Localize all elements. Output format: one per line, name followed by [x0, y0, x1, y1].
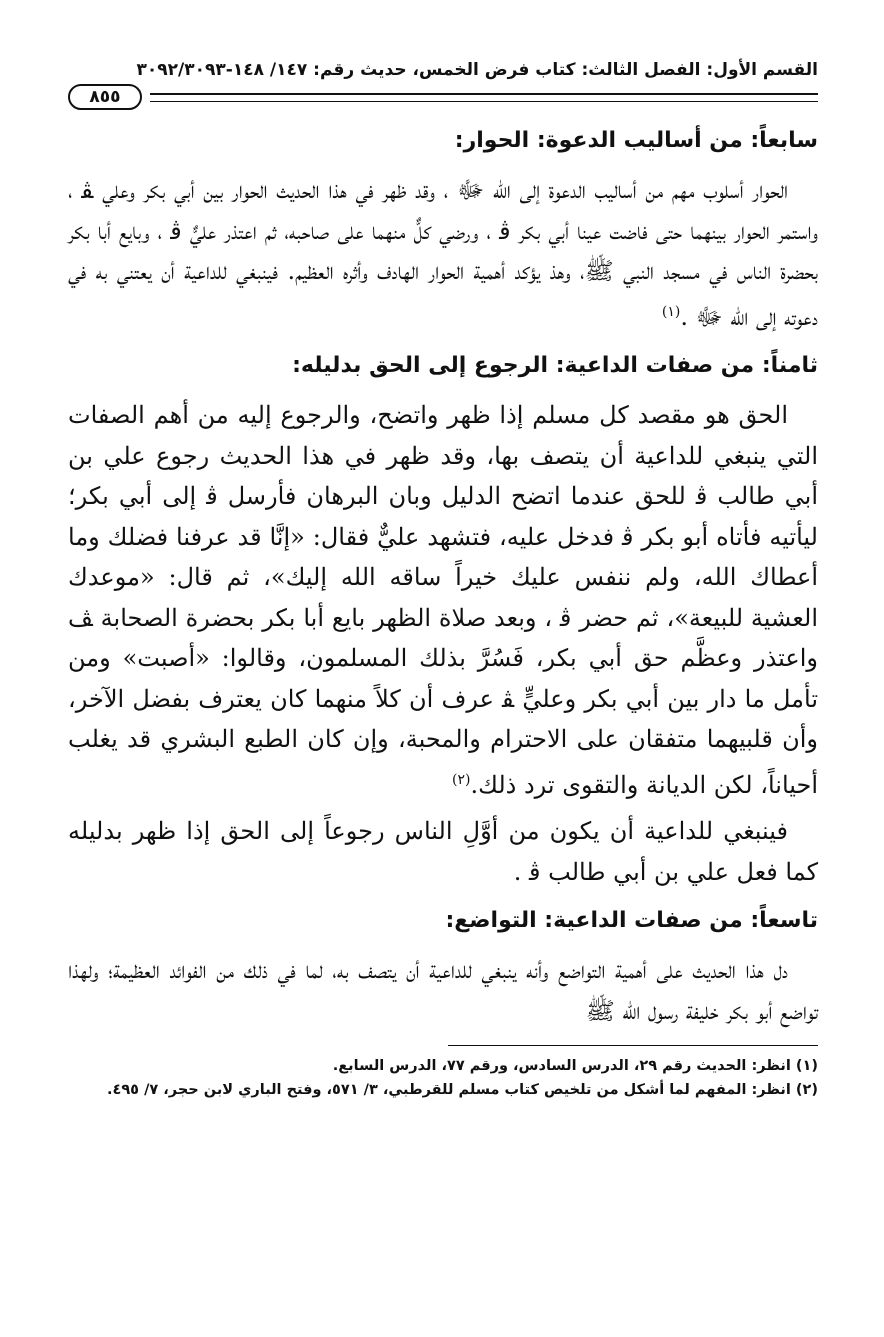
paragraph-text: الحق هو مقصد كل مسلم إذا ظهر واتضح، والرجوع إليه من أهم الصفات التي ينبغي للداعية أن يتصف بها، وقد ظهر في هذا الحديث رجوع علي بن أبي طالب ﭬ للحق عندما اتضح الدليل وبان البرهان فأرسل ﭬ إلى أبي بكر؛ ليأتيه فأتاه أبو بكر ﭬ فدخل عليه، فتشهد عليٌّ فقال: «إنَّا قد عرفنا فضلك وما أعطاك الله، ولم ننفس عليك خيراً ساقه الله إليك»، ثم قال: «موعدك العشية للبيعة»، ثم حضر ﭬ ، وبعد صلاة الظهر بايع أبا بكر بحضرة الصحابة ﭫ واعتذر وعظَّم حق أبي بكر، فَسُرَّ بذلك المسلمون، وقالوا: «أصبت» ومن تأمل ما دار بين أبي بكر وعليٍّ ﭭ عرف أن كلاً منهما كان يعترف بفضل الآخر، وأن قلبيهما متفقان على الاحترام والمحبة، وإن كان الطبع البشري قد يغلب أحياناً، لكن الديانة والتقوى ترد ذلك. — [68, 401, 818, 799]
footnote-separator — [448, 1045, 818, 1046]
footnote-ref: (٢) — [452, 771, 471, 788]
section-heading-7: سابعاً: من أساليب الدعوة: الحوار: — [454, 128, 818, 153]
paragraph-text: الحوار أسلوب مهم من أساليب الدعوة إلى الله ﷻ ، وقد ظهر في هذا الحديث الحوار بين أبي بكر وعلي ﭭ ، واستمر الحوار بينهما حتى فاضت عينا أبي بكر ﭬ ، ورضي كلٌّ منهما على صاحبه، ثم اعتذر عليٌّ ﭬ ، وبايع أبا بكر بحضرة الناس في مسجد النبي ﷺ، وهذ يؤكد أهمية الحوار الهادف وأثره العظيم. فينبغي للداعية أن يعتني به في دعوته إلى الله ﷻ . — [68, 176, 818, 331]
paragraph — [68, 395, 818, 805]
page-number: ٨٥٥ — [68, 84, 142, 110]
paragraph — [68, 170, 818, 337]
footnote-1: (١) انظر: الحديث رقم ٢٩، الدرس السادس، ورقم ٧٧، الدرس السابع. — [332, 1058, 818, 1074]
section-heading-9: تاسعاً: من صفات الداعية: التواضع: — [445, 908, 818, 933]
paragraph: دل هذا الحديث على أهمية التواضع وأنه ينبغي للداعية أن يتصف به، لما في ذلك من الفوائد العظيمة؛ ولهذا تواضع أبو بكر خليفة رسول الله ﷺ — [68, 956, 818, 1025]
header-rule-row — [68, 84, 818, 112]
running-title: القسم الأول: الفصل الثالث: كتاب فرض الخمس، حديث رقم: ١٤٧/ ١٤٨-٣٠٩٢/٣٠٩٣ — [136, 60, 818, 80]
running-header — [68, 58, 818, 82]
paragraph: فينبغي للداعية أن يكون من أوَّلِ الناس رجوعاً إلى الحق إذا ظهر بدليله كما فعل علي بن أبي طالب ﭬ . — [68, 817, 818, 886]
footnote-ref: (١) — [661, 303, 681, 320]
section-heading-8: ثامناً: من صفات الداعية: الرجوع إلى الحق بدليله: — [292, 353, 818, 378]
header-rule — [150, 93, 818, 102]
footnote-2: (٢) انظر: المفهم لما أشكل من تلخيص كتاب مسلم للقرطبي، ٣/ ٥٧١، وفتح الباري لابن حجر، ٧/ ٤٩٥. — [106, 1082, 818, 1098]
